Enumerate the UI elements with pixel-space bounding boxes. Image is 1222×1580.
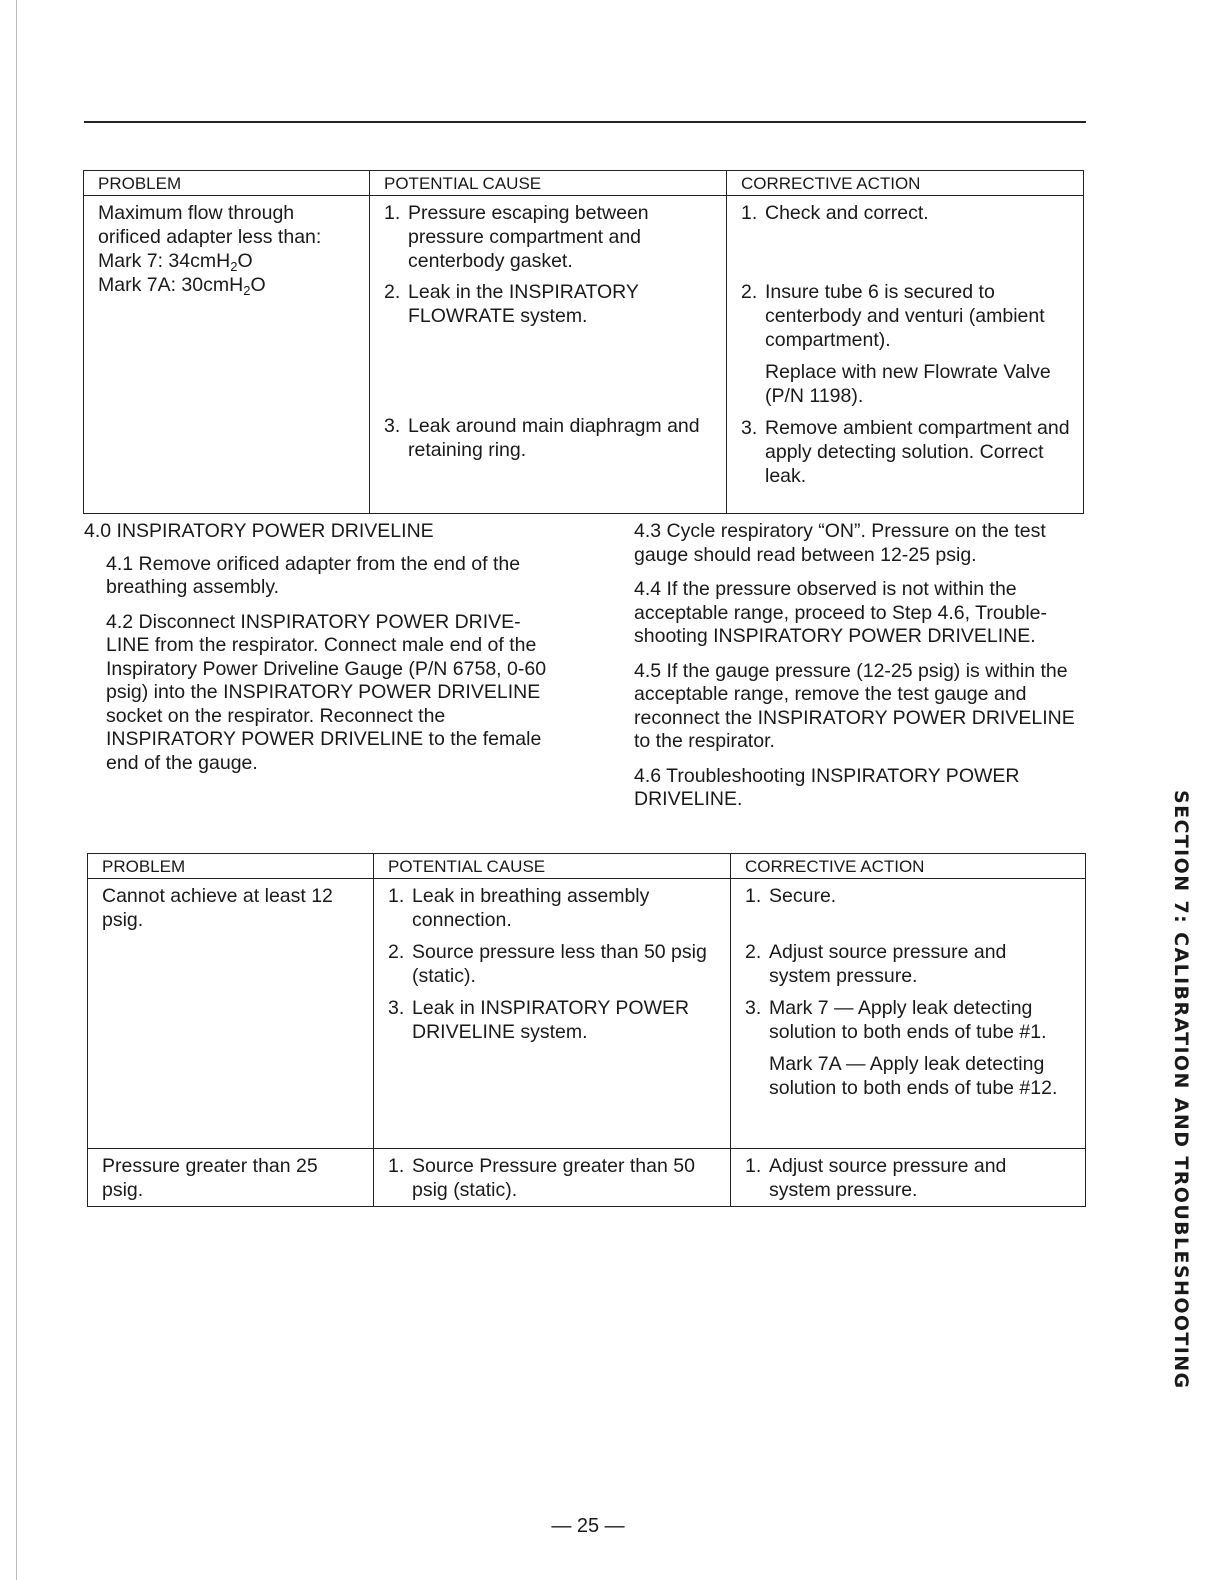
body-column-left: [84, 520, 562, 786]
list-item: 3. Leak in INSPIRATORY POWER DRIVELINE system.: [388, 997, 690, 1043]
list-item: 2. Insure tube 6 is secured to centerbody and venturi (ambient compartment). Replace with new Flowrate Valve (P/N 1198).: [741, 280, 1071, 408]
step-4-1: 4.1 Remove orificed adapter from the end of the breathing assembly.: [106, 552, 521, 598]
list-item: 2. Source pressure less than 50 psig (static).: [388, 941, 707, 987]
column-header-corrective-action: CORRECTIVE ACTION: [727, 171, 1084, 196]
list-item: 1. Adjust source pressure and system pressure.: [745, 1155, 1007, 1201]
table-row: [88, 1149, 1086, 1207]
table-row: [88, 879, 1086, 1149]
problem-cell: [84, 196, 370, 514]
action-cell: [727, 196, 1084, 514]
step-4-4: 4.4 If the pressure observed is not within the acceptable range, proceed to Step 4.6, Trouble-shooting INSPIRATORY POWER DRIVELINE.: [634, 578, 1048, 647]
list-item: 3. Mark 7 — Apply leak detecting solution to both ends of tube #1. Mark 7A — Apply leak detecting solution to both ends of tube #12.: [745, 996, 1073, 1100]
list-item: 1. Pressure escaping between pressure compartment and centerbody gasket.: [384, 202, 649, 272]
problem-line: orificed adapter less than:: [98, 226, 322, 248]
cause-cell: [374, 1149, 731, 1207]
page-number: — 25 —: [551, 1515, 625, 1537]
action-note: Replace with new Flowrate Valve (P/N 1198).: [765, 361, 1051, 407]
step-4-6: 4.6 Troubleshooting INSPIRATORY POWER DRIVELINE.: [634, 764, 1020, 810]
step-4-2: 4.2 Disconnect INSPIRATORY POWER DRIVE-LINE from the respirator. Connect male end of the Inspiratory Power Driveline Gauge (P/N 6758, 0-60 psig) into the INSPIRATORY POWER DRIVELINE socket on the respirator. Reconnect the INSPIRATORY POWER DRIVELINE to the female end of the gauge.: [106, 610, 547, 774]
step-4-3: 4.3 Cycle respiratory “ON”. Pressure on the test gauge should read between 12-25 psig.: [634, 520, 1046, 566]
list-item: 2. Adjust source pressure and system pressure.: [745, 941, 1007, 987]
cause-cell: [374, 879, 731, 1149]
list-item: 1. Leak in breathing assembly connection.: [388, 885, 650, 931]
action-cell: [731, 879, 1086, 1149]
list-item: 2. Leak in the INSPIRATORY FLOWRATE system.: [384, 281, 639, 327]
section-tab-label: SECTION 7: CALIBRATION AND TROUBLESHOOTING: [1170, 790, 1192, 1390]
action-cell: [731, 1149, 1086, 1207]
table-row: [84, 196, 1084, 514]
column-header-problem: PROBLEM: [88, 854, 374, 879]
column-header-corrective-action: CORRECTIVE ACTION: [731, 854, 1086, 879]
scan-edge-line: [16, 0, 17, 1580]
problem-mark7: Mark 7: 34cmH$_2$O: [98, 250, 253, 274]
list-item: 1. Source Pressure greater than 50 psig (static).: [388, 1155, 695, 1201]
section-side-tab: [1166, 790, 1192, 1494]
list-item: 1. Secure.: [745, 885, 837, 907]
list-item: 3. Remove ambient compartment and apply detecting solution. Correct leak.: [741, 417, 1070, 487]
column-header-potential-cause: POTENTIAL CAUSE: [370, 171, 727, 196]
list-item: 3. Leak around main diaphragm and retaining ring.: [384, 415, 700, 461]
problem-cell: Cannot achieve at least 12 psig.: [88, 879, 374, 1149]
body-column-right: [634, 520, 1086, 823]
header-rule: [84, 121, 1086, 123]
column-header-potential-cause: POTENTIAL CAUSE: [374, 854, 731, 879]
troubleshooting-table-driveline: [87, 853, 1086, 1207]
list-item: 1. Check and correct.: [741, 202, 929, 224]
action-note: Mark 7A — Apply leak detecting solution to both ends of tube #12.: [769, 1053, 1058, 1099]
step-4-5: 4.5 If the gauge pressure (12-25 psig) is within the acceptable range, remove the test gauge and reconnect the INSPIRATORY POWER DRIVELINE to the respirator.: [634, 659, 1075, 752]
problem-line: Maximum flow through: [98, 202, 295, 224]
column-header-problem: PROBLEM: [84, 171, 370, 196]
section-heading: 4.0 INSPIRATORY POWER DRIVELINE: [84, 520, 434, 542]
cause-cell: [370, 196, 727, 514]
troubleshooting-table-flowrate: [83, 170, 1084, 514]
problem-mark7a: Mark 7A: 30cmH$_2$O: [98, 274, 266, 298]
problem-cell: Pressure greater than 25 psig.: [88, 1149, 374, 1207]
